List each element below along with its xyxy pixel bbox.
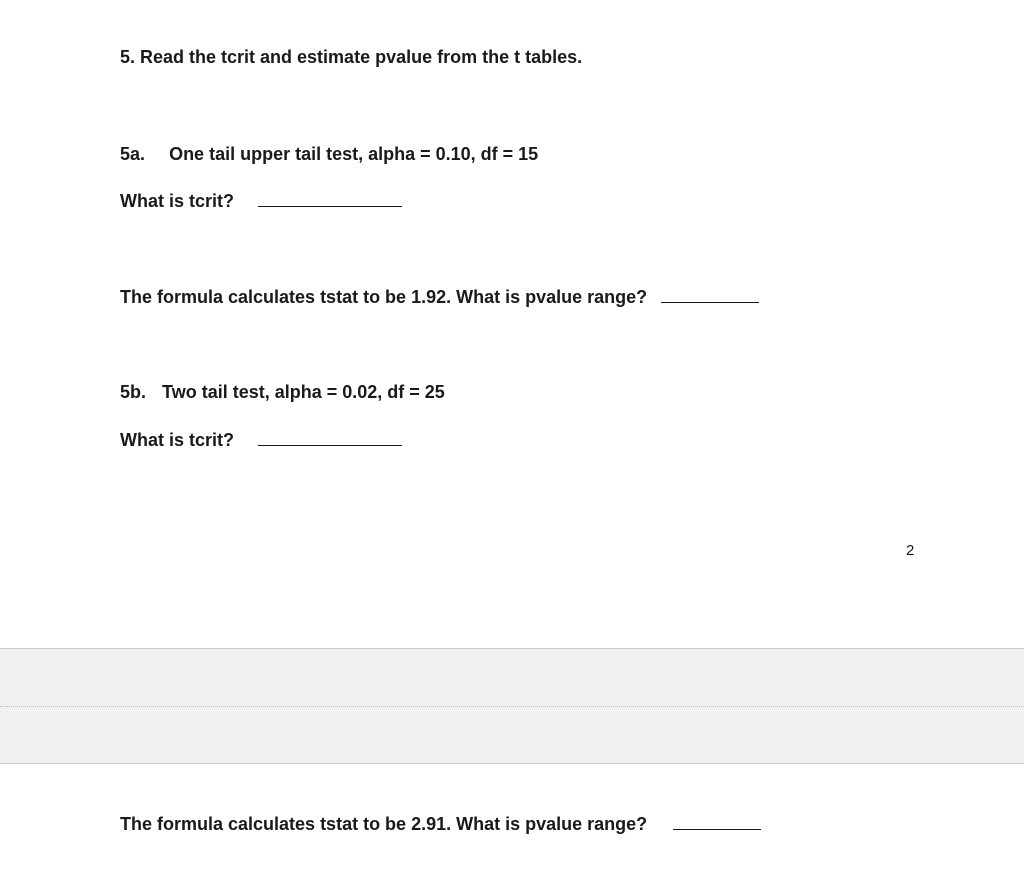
part-b-label: 5b.: [120, 382, 147, 402]
part-a-pvalue-prompt: The formula calculates tstat to be 1.92. What is pvalue range?: [120, 287, 648, 307]
part-b-pvalue-prompt: The formula calculates tstat to be 2.91. What is pvalue range?: [120, 814, 648, 834]
part-b-tcrit-answer-blank[interactable]: [258, 431, 402, 446]
part-a-description: One tail upper tail test, alpha = 0.10, df = 15: [169, 144, 539, 164]
part-b-description: Two tail test, alpha = 0.02, df = 25: [162, 382, 445, 402]
part-b-tcrit-prompt: What is tcrit?: [120, 430, 235, 450]
part-a-tcrit-answer-blank[interactable]: [258, 192, 402, 207]
part-b-tcrit-question: [120, 429, 402, 451]
part-a-pvalue-answer-blank[interactable]: [661, 288, 759, 303]
page-number: 2: [906, 542, 915, 559]
part-b-header: [120, 381, 445, 403]
part-a-tcrit-prompt: What is tcrit?: [120, 191, 235, 211]
part-b-pvalue-question: [120, 813, 761, 835]
document-page-2: [0, 764, 1024, 876]
part-a-tcrit-question: [120, 190, 402, 212]
page-break-divider: [0, 706, 1024, 707]
part-a-header: [120, 143, 538, 165]
page-break-gap: [0, 648, 1024, 764]
part-a-pvalue-question: [120, 286, 759, 308]
part-b-pvalue-answer-blank[interactable]: [673, 815, 761, 830]
part-a-label: 5a.: [120, 144, 146, 164]
question-5-heading: 5. Read the tcrit and estimate pvalue from the t tables.: [120, 47, 583, 67]
